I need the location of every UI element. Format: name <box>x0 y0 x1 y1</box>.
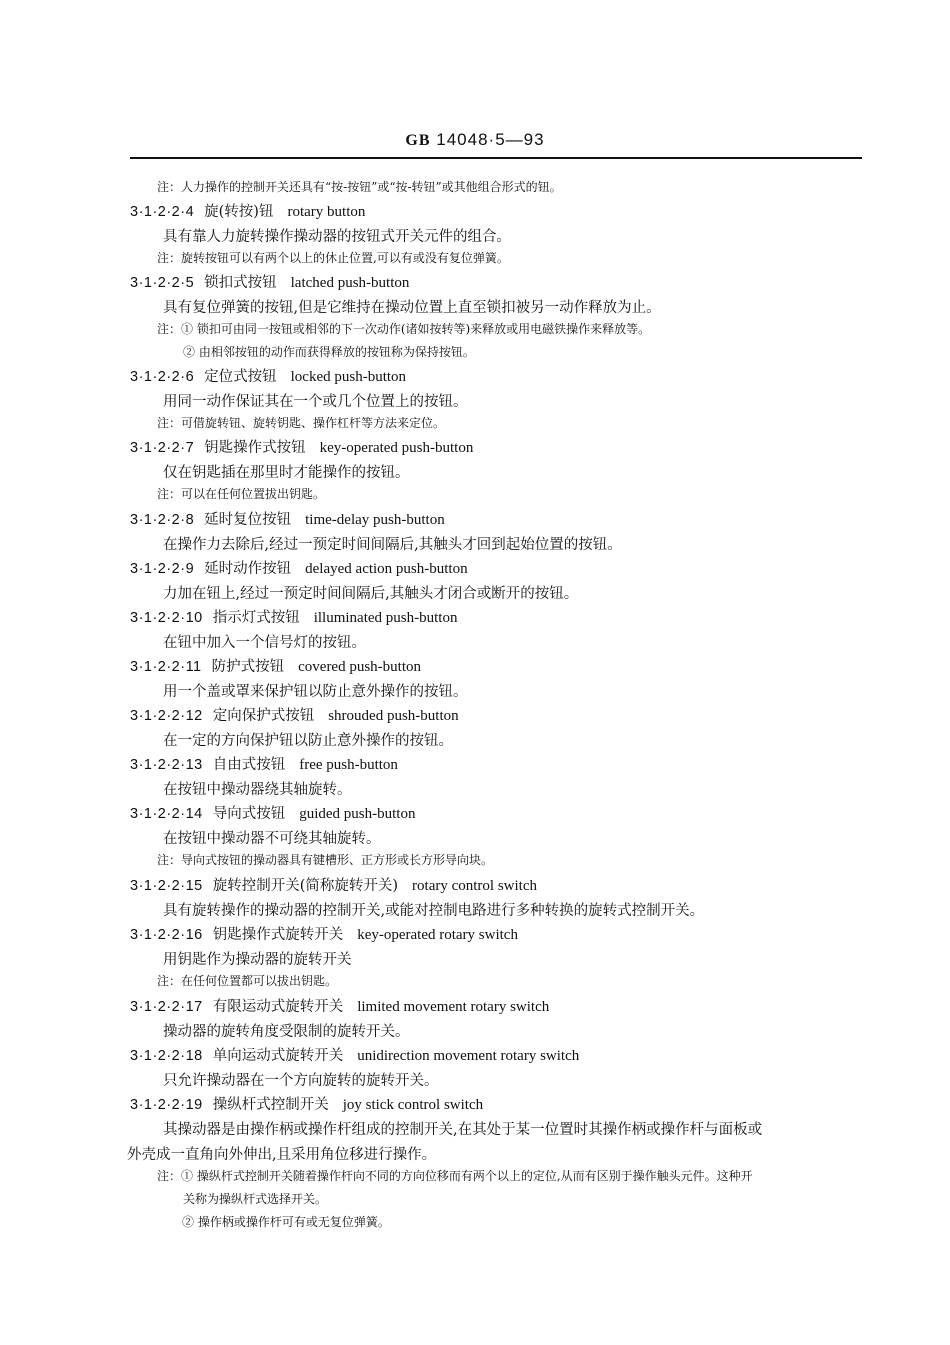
page-header <box>0 130 950 150</box>
clause-number: 3·1·2·2·5 <box>130 275 195 291</box>
clause-number: 3·1·2·2·7 <box>130 440 195 456</box>
term-heading <box>130 271 409 292</box>
term-chinese: 旋转控制开关(简称旋转开关) <box>212 878 399 894</box>
definition-text: 外壳成一直角向外伸出,且采用角位移进行操作。 <box>127 1147 437 1163</box>
term-chinese: 操纵杆式控制开关 <box>212 1097 329 1113</box>
definition-text: 只允许操动器在一个方向旋转的旋转开关。 <box>163 1073 439 1089</box>
standard-number: 14048·5—93 <box>430 130 545 149</box>
definition-text: 仅在钥匙插在那里时才能操作的按钮。 <box>163 465 410 481</box>
term-heading <box>130 200 365 221</box>
definition-text: 在一定的方向保护钮以防止意外操作的按钮。 <box>163 733 453 749</box>
term-english: covered push-button <box>298 659 422 675</box>
clause-number: 3·1·2·2·13 <box>130 757 203 773</box>
term-english: time-delay push-button <box>305 512 445 528</box>
clause-number: 3·1·2·2·16 <box>130 927 203 943</box>
term-chinese: 防护式按钮 <box>211 659 285 675</box>
note-text: ② 由相邻按钮的动作而获得释放的按钮称为保持按钮。 <box>183 345 475 359</box>
definition-text: 用钥匙作为操动器的旋转开关 <box>163 952 352 968</box>
term-chinese: 定位式按钮 <box>204 369 277 385</box>
term-chinese: 钥匙操作式按钮 <box>204 440 306 456</box>
term-heading <box>130 1093 483 1114</box>
clause-number: 3·1·2·2·12 <box>130 708 203 724</box>
term-heading <box>130 508 445 529</box>
term-heading <box>130 606 457 627</box>
definition-text: 具有复位弹簧的按钮,但是它维持在操动位置上直至锁扣被另一动作释放为止。 <box>163 300 661 316</box>
term-english: key-operated rotary switch <box>357 927 518 943</box>
term-chinese: 导向式按钮 <box>212 806 286 822</box>
term-heading <box>130 995 549 1016</box>
term-english: limited movement rotary switch <box>357 999 550 1015</box>
clause-number: 3·1·2·2·4 <box>130 204 195 220</box>
term-english: locked push-button <box>290 369 407 385</box>
term-heading <box>130 802 415 823</box>
term-heading <box>130 365 406 386</box>
definition-text: 用同一动作保证其在一个或几个位置上的按钮。 <box>163 394 468 410</box>
header-rule <box>130 157 862 159</box>
definition-text: 具有旋转操作的操动器的控制开关,或能对控制电路进行多种转换的旋转式控制开关。 <box>163 903 705 919</box>
term-chinese: 定向保护式按钮 <box>212 708 315 724</box>
term-english: joy stick control switch <box>342 1097 484 1113</box>
term-english: unidirection movement rotary switch <box>357 1048 580 1064</box>
term-heading <box>130 874 537 895</box>
note-text: 注：可以在任何位置拔出钥匙。 <box>157 487 326 501</box>
definition-text: 操动器的旋转角度受限制的旋转开关。 <box>163 1024 410 1040</box>
note-text: 注：可借旋转钮、旋转钥匙、操作杠杆等方法来定位。 <box>157 416 446 430</box>
term-english: key-operated push-button <box>319 440 474 456</box>
term-chinese: 钥匙操作式旋转开关 <box>212 927 344 943</box>
term-chinese: 有限运动式旋转开关 <box>212 999 344 1015</box>
standard-prefix: GB <box>405 132 431 149</box>
clause-number: 3·1·2·2·6 <box>130 369 195 385</box>
note-text: 注：旋转按钮可以有两个以上的休止位置,可以有或没有复位弹簧。 <box>157 251 509 265</box>
note-text: 注：导向式按钮的操动器具有键槽形、正方形或长方形导向块。 <box>157 853 494 867</box>
note-text: 注：在任何位置都可以拔出钥匙。 <box>157 974 338 988</box>
note-text: 关称为操纵杆式选择开关。 <box>183 1192 328 1206</box>
note-text: 注：人力操作的控制开关还具有“按-按钮”或“按-转钮”或其他组合形式的钮。 <box>157 180 562 194</box>
clause-number: 3·1·2·2·9 <box>130 561 195 577</box>
definition-text: 在按钮中操动器不可绕其轴旋转。 <box>163 831 381 847</box>
term-heading <box>130 557 468 578</box>
definition-text: 在操作力去除后,经过一预定时间间隔后,其触头才回到起始位置的按钮。 <box>163 537 622 553</box>
term-english: free push-button <box>299 757 398 773</box>
clause-number: 3·1·2·2·10 <box>130 610 203 626</box>
note-text: 注：① 锁扣可由同一按钮或相邻的下一次动作(诸如按转等)来释放或用电磁铁操作来释放等。 <box>157 322 651 336</box>
clause-number: 3·1·2·2·18 <box>130 1048 203 1064</box>
term-english: shrouded push-button <box>328 708 459 724</box>
term-chinese: 自由式按钮 <box>212 757 286 773</box>
term-chinese: 指示灯式按钮 <box>212 610 300 626</box>
clause-number: 3·1·2·2·19 <box>130 1097 203 1113</box>
term-heading <box>130 655 421 676</box>
clause-number: 3·1·2·2·17 <box>130 999 203 1015</box>
note-text: 注：① 操纵杆式控制开关随着操作杆向不同的方向位移而有两个以上的定位,从而有区别于操作触头元件。这种开 <box>157 1169 753 1183</box>
definition-text: 用一个盖或罩来保护钮以防止意外操作的按钮。 <box>163 684 468 700</box>
term-heading <box>130 436 473 457</box>
clause-number: 3·1·2·2·11 <box>130 659 202 675</box>
term-english: illuminated push-button <box>313 610 458 626</box>
definition-text: 在按钮中操动器绕其轴旋转。 <box>163 782 352 798</box>
term-english: latched push-button <box>290 275 410 291</box>
definition-text: 其操动器是由操作柄或操作杆组成的控制开关,在其处于某一位置时其操作柄或操作杆与面板或 <box>163 1122 763 1138</box>
term-chinese: 旋(转按)钮 <box>204 204 274 220</box>
term-heading <box>130 923 518 944</box>
term-english: rotary control switch <box>412 878 537 894</box>
term-english: delayed action push-button <box>305 561 468 577</box>
term-heading <box>130 704 459 725</box>
definition-text: 具有靠人力旋转操作操动器的按钮式开关元件的组合。 <box>163 229 511 245</box>
term-chinese: 锁扣式按钮 <box>204 275 277 291</box>
term-chinese: 单向运动式旋转开关 <box>212 1048 344 1064</box>
term-heading <box>130 1044 579 1065</box>
note-text: ② 操作柄或操作杆可有或无复位弹簧。 <box>182 1215 390 1229</box>
term-english: rotary button <box>287 204 366 220</box>
term-english: guided push-button <box>299 806 416 822</box>
term-chinese: 延时复位按钮 <box>204 512 292 528</box>
term-chinese: 延时动作按钮 <box>204 561 292 577</box>
clause-number: 3·1·2·2·8 <box>130 512 195 528</box>
clause-number: 3·1·2·2·15 <box>130 878 203 894</box>
definition-text: 在钮中加入一个信号灯的按钮。 <box>163 635 366 651</box>
clause-number: 3·1·2·2·14 <box>130 806 203 822</box>
term-heading <box>130 753 398 774</box>
definition-text: 力加在钮上,经过一预定时间间隔后,其触头才闭合或断开的按钮。 <box>163 586 579 602</box>
